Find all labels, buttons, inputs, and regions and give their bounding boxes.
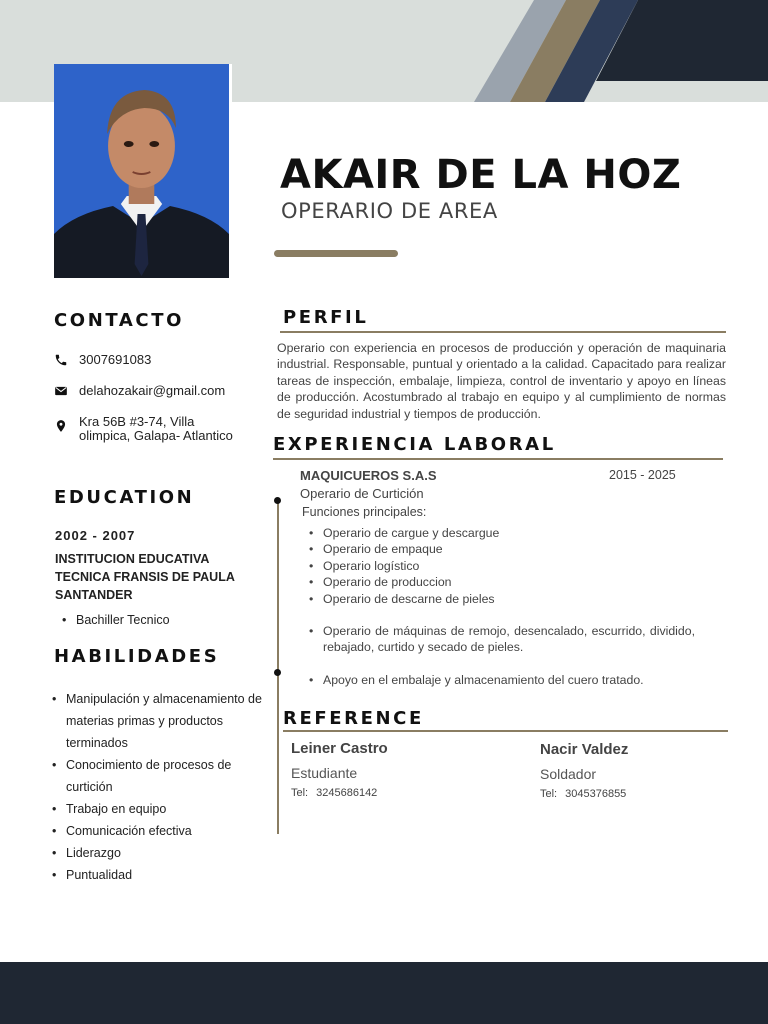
skills-list bbox=[52, 688, 270, 886]
list-item: • Manipulación y almacenamiento de materias primas y productos terminados bbox=[52, 688, 270, 754]
address-line-1: Kra 56B #3-74, Villa bbox=[79, 414, 195, 429]
phone-link[interactable]: 3007691083 bbox=[79, 352, 152, 367]
experience-divider bbox=[273, 458, 723, 460]
degree-text: Bachiller Tecnico bbox=[76, 613, 170, 627]
duty-text: Operario de empaque bbox=[323, 542, 443, 557]
list-item: • Apoyo en el embalaje y almacenamiento del cuero tratado. bbox=[309, 672, 695, 688]
address-text bbox=[79, 415, 233, 443]
contact-heading: CONTACTO bbox=[54, 310, 184, 331]
experience-heading: EXPERIENCIA LABORAL bbox=[273, 434, 556, 455]
timeline-line bbox=[277, 500, 279, 834]
profile-divider bbox=[280, 331, 726, 333]
skill-text: Puntualidad bbox=[66, 868, 133, 882]
profile-heading: PERFIL bbox=[283, 307, 369, 328]
email-icon bbox=[54, 384, 68, 398]
reference-job: Estudiante bbox=[291, 765, 358, 781]
job-duties-list bbox=[309, 525, 695, 688]
name-accent-bar bbox=[274, 250, 398, 257]
contact-phone bbox=[54, 352, 151, 367]
list-item: • Comunicación efectiva bbox=[52, 820, 270, 842]
list-item: • Conocimiento de procesos de curtición bbox=[52, 754, 270, 798]
footer-band bbox=[0, 962, 768, 1024]
skill-text: Conocimiento de procesos de curtición bbox=[66, 758, 232, 794]
list-item: • Operario de máquinas de remojo, desencalado, escurrido, dividido, rebajado, curtido y secado de pieles. bbox=[309, 624, 695, 655]
reference-phone bbox=[540, 788, 626, 800]
list-item: • Operario de cargue y descargue bbox=[309, 525, 695, 541]
education-school: INSTITUCION EDUCATIVA TECNICA FRANSIS DE PAULA SANTANDER bbox=[55, 552, 235, 602]
profile-text: Operario con experiencia en procesos de producción y operación de maquinaria industrial. Responsable, puntual y orientado a la calidad. Capacitado para realizar tareas de inspección, embalaje, limpieza, control de inventario y apoyo en líneas de producción. Acostumbrado al trabajo en equipo y al cumplimiento de normas de seguridad industrial y tiempos de producción. bbox=[277, 341, 726, 421]
list-item: • Puntualidad bbox=[52, 864, 270, 886]
reference-job: Soldador bbox=[540, 766, 597, 782]
education-heading: EDUCATION bbox=[54, 487, 195, 508]
contact-email bbox=[54, 383, 225, 398]
skills-heading: HABILIDADES bbox=[54, 646, 220, 667]
timeline-dot bbox=[274, 497, 281, 504]
location-icon bbox=[54, 419, 68, 433]
job-title: Operario de Curtición bbox=[300, 486, 424, 501]
duty-text: Operario de máquinas de remojo, desencalado, escurrido, dividido, rebajado, curtido y secado de pieles. bbox=[323, 624, 695, 655]
list-item: • Trabajo en equipo bbox=[52, 798, 270, 820]
reference-phone-link[interactable]: 3245686142 bbox=[316, 787, 378, 799]
job-years: 2015 - 2025 bbox=[609, 468, 676, 482]
person-role: OPERARIO DE AREA bbox=[281, 199, 498, 223]
tel-label: Tel: bbox=[291, 787, 309, 799]
profile-photo bbox=[54, 64, 232, 278]
list-item: • Operario de empaque bbox=[309, 541, 695, 557]
phone-icon bbox=[54, 353, 68, 367]
skill-text: Manipulación y almacenamiento de materias primas y productos terminados bbox=[66, 692, 262, 750]
duty-text: Operario de descarne de pieles bbox=[323, 591, 495, 606]
contact-address bbox=[54, 415, 233, 443]
reference-phone-link[interactable]: 3045376855 bbox=[565, 788, 627, 800]
address-line-2: olimpica, Galapa- Atlantico bbox=[79, 428, 233, 443]
duty-text: Apoyo en el embalaje y almacenamiento del cuero tratado. bbox=[323, 672, 644, 687]
reference-name: Nacir Valdez bbox=[540, 741, 629, 758]
list-item: • Liderazgo bbox=[52, 842, 270, 864]
person-name: AKAIR DE LA HOZ bbox=[280, 152, 682, 198]
list-item: • Operario de produccion bbox=[309, 574, 695, 590]
skill-text: Comunicación efectiva bbox=[66, 824, 192, 838]
skill-text: Liderazgo bbox=[66, 846, 121, 860]
list-item: • Operario de descarne de pieles bbox=[309, 591, 695, 607]
education-years: 2002 - 2007 bbox=[55, 528, 136, 543]
skill-text: Trabajo en equipo bbox=[66, 802, 167, 816]
email-link[interactable]: delahozakair@gmail.com bbox=[79, 383, 226, 398]
reference-name: Leiner Castro bbox=[291, 740, 388, 757]
reference-divider bbox=[283, 730, 728, 732]
duty-text: Operario de cargue y descargue bbox=[323, 526, 500, 540]
list-item: • Operario logístico bbox=[309, 558, 695, 574]
duty-text: Operario logístico bbox=[323, 558, 420, 573]
reference-phone bbox=[291, 787, 377, 799]
job-functions-label: Funciones principales: bbox=[302, 505, 427, 519]
tel-label: Tel: bbox=[540, 788, 558, 800]
job-company: MAQUICUEROS S.A.S bbox=[300, 468, 437, 483]
reference-heading: REFERENCE bbox=[283, 708, 424, 729]
duty-text: Operario de produccion bbox=[323, 575, 452, 590]
timeline-dot bbox=[274, 669, 281, 676]
education-degree-list bbox=[62, 613, 170, 627]
list-item: • Bachiller Tecnico bbox=[62, 613, 170, 627]
